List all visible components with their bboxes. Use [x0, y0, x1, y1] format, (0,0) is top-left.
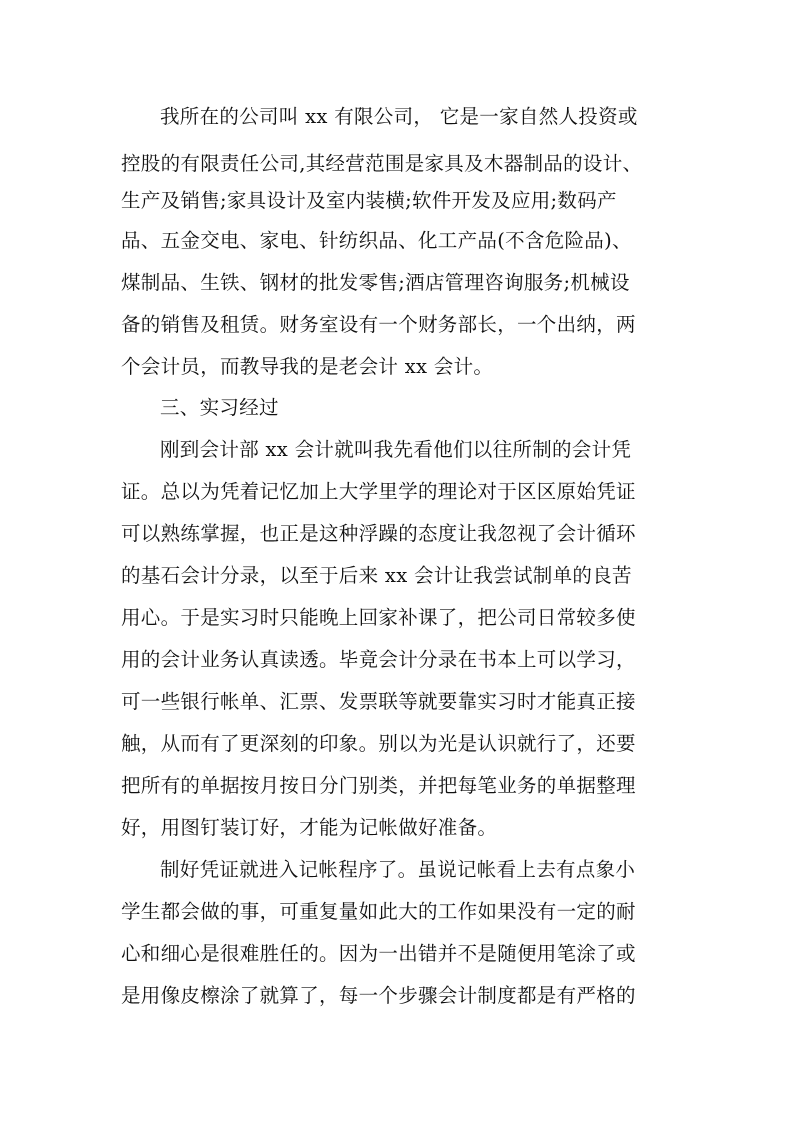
- paragraph-line: 好，用图钉装订好，才能为记帐做好准备。: [121, 816, 498, 839]
- paragraph-line: 用的会计业务认真读透。毕竟会计分录在书本上可以学习，: [121, 648, 636, 671]
- paragraph-line: 是用像皮檫涂了就算了，每一个步骤会计制度都是有严格的: [121, 984, 636, 1007]
- paragraph-line: 证。总以为凭着记忆加上大学里学的理论对于区区原始凭证: [121, 480, 636, 503]
- paragraph-line: 可以熟练掌握，也正是这种浮躁的态度让我忽视了会计循环: [121, 522, 636, 545]
- paragraph-line: 触，从而有了更深刻的印象。别以为光是认识就行了，还要: [121, 732, 636, 755]
- paragraph-line: 备的销售及租赁。财务室设有一个财务部长，一个出纳，两: [121, 313, 636, 336]
- paragraph-line: 学生都会做的事，可重复量如此大的工作如果没有一定的耐: [121, 900, 636, 923]
- section-heading: 三、实习经过: [160, 396, 279, 419]
- paragraph-line: 制好凭证就进入记帐程序了。虽说记帐看上去有点象小: [160, 858, 636, 881]
- paragraph-line: 我所在的公司叫 xx 有限公司， 它是一家自然人投资或: [160, 105, 638, 128]
- paragraph-line: 品、五金交电、家电、针纺织品、化工产品(不含危险品)、: [121, 229, 632, 252]
- paragraph-line: 用心。于是实习时只能晚上回家补课了，把公司日常较多使: [121, 606, 636, 629]
- paragraph-line: 生产及销售;家具设计及室内装横;软件开发及应用;数码产: [121, 189, 617, 212]
- paragraph-line: 的基石会计分录，以至于后来 xx 会计让我尝试制单的良苦: [121, 564, 632, 587]
- paragraph-line: 心和细心是很难胜任的。因为一出错并不是随便用笔涂了或: [121, 942, 636, 965]
- paragraph-line: 煤制品、生铁、钢材的批发零售;酒店管理咨询服务;机械设: [121, 271, 630, 294]
- paragraph-line: 个会计员，而教导我的是老会计 xx 会计。: [121, 355, 494, 378]
- paragraph-line: 刚到会计部 xx 会计就叫我先看他们以往所制的会计凭: [160, 438, 632, 461]
- paragraph-line: 控股的有限责任公司,其经营范围是家具及木器制品的设计、: [121, 152, 643, 175]
- paragraph-line: 可一些银行帐单、汇票、发票联等就要靠实习时才能真正接: [121, 690, 636, 713]
- paragraph-line: 把所有的单据按月按日分门别类，并把每笔业务的单据整理: [121, 774, 636, 797]
